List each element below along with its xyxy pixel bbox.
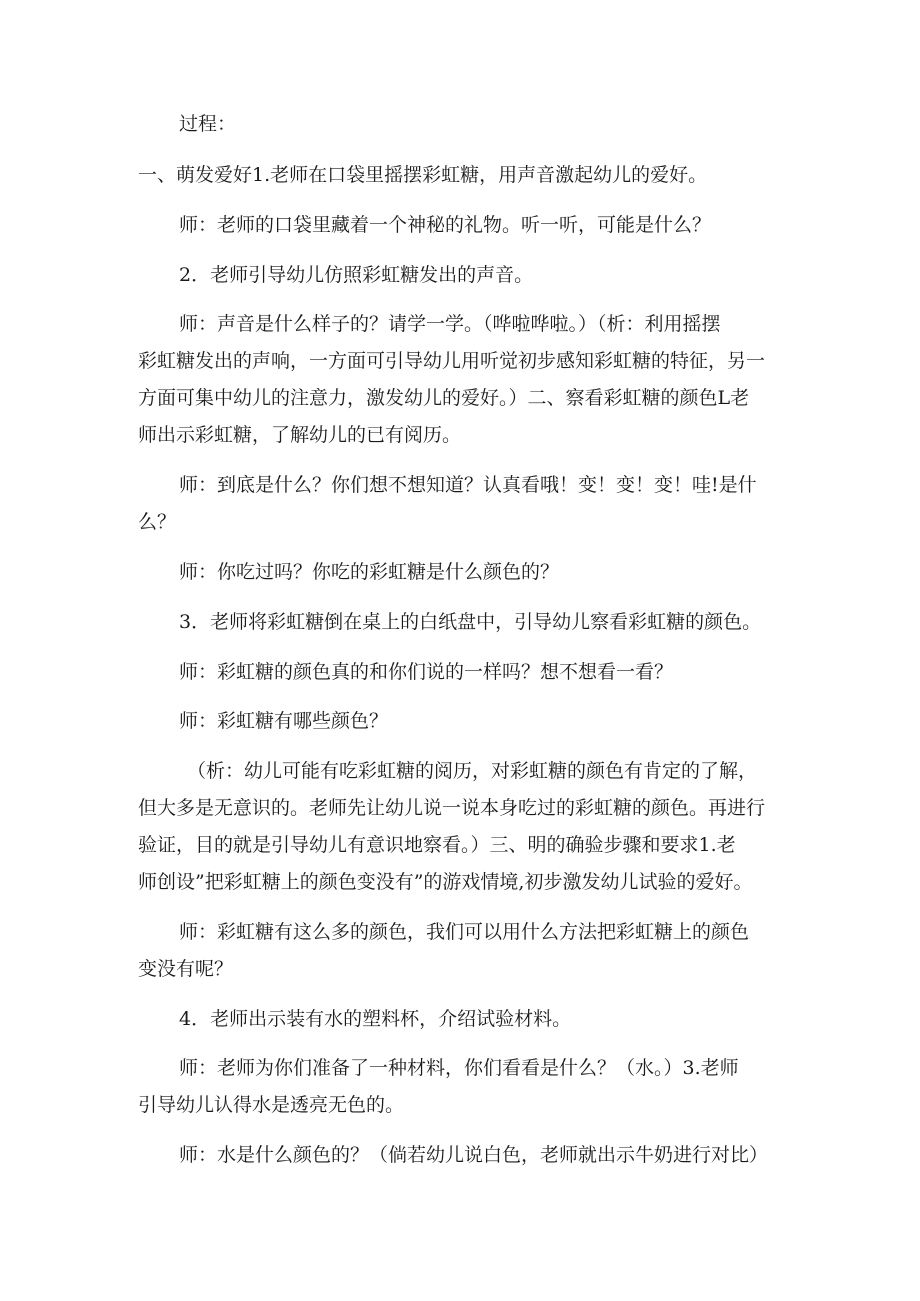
text-line: 变没有呢？ [138, 958, 234, 980]
text-line: 师：彩虹糖有哪些颜色？ [179, 710, 389, 732]
text-line: 师：水是什么颜色的？（倘若幼儿说白色，老师就出示牛奶进行对比） [179, 1144, 769, 1166]
text-line: 但大多是无意识的。老师先让幼儿说一说本身吃过的彩虹糖的颜色。再进行 [138, 797, 766, 819]
text-line: （析：幼儿可能有吃彩虹糖的阅历，对彩虹糖的颜色有肯定的了解， [187, 760, 758, 782]
text-line: 引导幼儿认得水是透亮无色的。 [138, 1094, 405, 1116]
text-line: 师：老师的口袋里藏着一个神秘的礼物。听一听，可能是什么？ [179, 214, 712, 236]
text-line: 4．老师出示装有水的塑料杯，介绍试验材料。 [179, 1008, 572, 1030]
text-line: 师：到底是什么？你们想不想知道？认真看哦！变！变！变！哇!是什 [179, 474, 757, 496]
text-line: 彩虹糖发出的声响，一方面可引导幼儿用听觉初步感知彩虹糖的特征，另一 [138, 350, 766, 372]
text-line: 师：彩虹糖有这么多的颜色，我们可以用什么方法把彩虹糖上的颜色 [179, 921, 750, 943]
text-line: 师：声音是什么样子的？请学一学。（哗啦哗啦。）（析：利用摇摆 [179, 313, 721, 335]
text-line: 师出示彩虹糖，了解幼儿的已有阅历。 [138, 424, 462, 446]
text-line: 验证，目的就是引导幼儿有意识地察看。）三、明的确验步骤和要求1.老 [138, 834, 736, 856]
text-line: 过程： [179, 113, 237, 135]
text-line: 2．老师引导幼儿仿照彩虹糖发出的声音。 [179, 264, 534, 286]
text-line: 一、萌发爱好1.老师在口袋里摇摆彩虹糖，用声音激起幼儿的爱好。 [138, 164, 708, 186]
text-line: 师创设”把彩虹糖上的颜色变没有”的游戏情境,初步激发幼儿试验的爱好。 [138, 871, 753, 893]
text-line: 师：彩虹糖的颜色真的和你们说的一样吗？想不想看一看？ [179, 661, 674, 683]
text-line: 3．老师将彩虹糖倒在桌上的白纸盘中，引导幼儿察看彩虹糖的颜色。 [179, 611, 762, 633]
text-line: 么？ [138, 511, 177, 533]
text-line: 师：你吃过吗？你吃的彩虹糖是什么颜色的？ [179, 561, 560, 583]
text-line: 师：老师为你们准备了一种材料，你们看看是什么？（水。）3.老师 [179, 1057, 739, 1079]
text-line: 方面可集中幼儿的注意力，激发幼儿的爱好。）二、察看彩虹糖的颜色L老 [138, 387, 750, 409]
